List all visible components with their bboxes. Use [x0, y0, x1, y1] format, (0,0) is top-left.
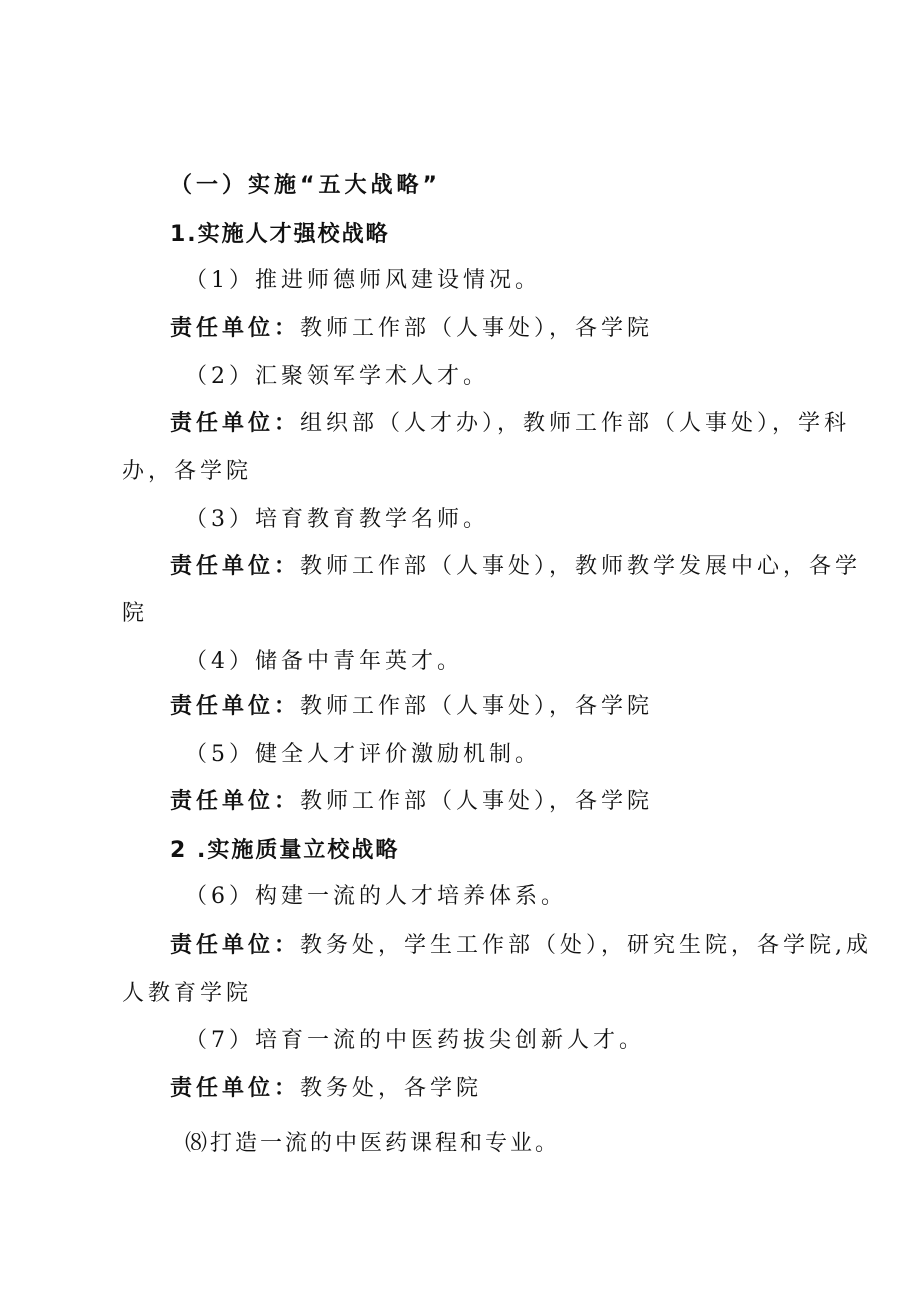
- responsibility-units: 教师工作部（人事处），各学院: [300, 694, 654, 719]
- responsibility-units: 教师工作部（人事处），各学院: [300, 789, 654, 814]
- responsibility-5: [170, 787, 653, 817]
- section-heading: （一）实施“五大战略”: [170, 173, 441, 198]
- responsibility-label: 责任单位：: [170, 789, 301, 814]
- responsibility-3-continued: 院: [122, 601, 149, 626]
- responsibility-units: 教师工作部（人事处），各学院: [300, 316, 654, 341]
- responsibility-1: [170, 314, 653, 344]
- strategy-heading-1: 1.实施人才强校战略: [170, 222, 390, 247]
- responsibility-label: 责任单位：: [170, 933, 301, 958]
- task-item-6: （6）构建一流的人才培养体系。: [185, 884, 567, 909]
- task-item-7: （7）培育一流的中医药拔尖创新人才。: [185, 1028, 645, 1053]
- responsibility-label: 责任单位：: [170, 1076, 301, 1101]
- responsibility-2: [170, 409, 850, 439]
- task-item-2: （2）汇聚领军学术人才。: [185, 364, 489, 389]
- task-item-8: ⑻打造一流的中医药课程和专业。: [185, 1131, 561, 1156]
- responsibility-units: 教务处，各学院: [300, 1076, 483, 1101]
- responsibility-4: [170, 692, 653, 722]
- responsibility-2-continued: 办，各学院: [122, 459, 253, 484]
- responsibility-units: 教务处，学生工作部（处），研究生院，各学院,成: [300, 933, 873, 958]
- task-item-1: （1）推进师德师风建设情况。: [185, 268, 541, 293]
- responsibility-label: 责任单位：: [170, 411, 301, 436]
- responsibility-6-continued: 人教育学院: [122, 981, 253, 1006]
- responsibility-7: [170, 1074, 482, 1104]
- responsibility-6: [170, 931, 872, 961]
- task-item-4: （4）储备中青年英才。: [185, 649, 463, 674]
- responsibility-units: 教师工作部（人事处），教师教学发展中心，各学: [300, 554, 862, 579]
- responsibility-units: 组织部（人才办），教师工作部（人事处），学科: [300, 411, 851, 436]
- task-item-5: （5）健全人才评价激励机制。: [185, 742, 541, 767]
- responsibility-3: [170, 552, 861, 582]
- responsibility-label: 责任单位：: [170, 554, 301, 579]
- responsibility-label: 责任单位：: [170, 694, 301, 719]
- responsibility-label: 责任单位：: [170, 316, 301, 341]
- strategy-heading-2: 2 .实施质量立校战略: [170, 838, 400, 863]
- task-item-3: （3）培育教育教学名师。: [185, 507, 489, 532]
